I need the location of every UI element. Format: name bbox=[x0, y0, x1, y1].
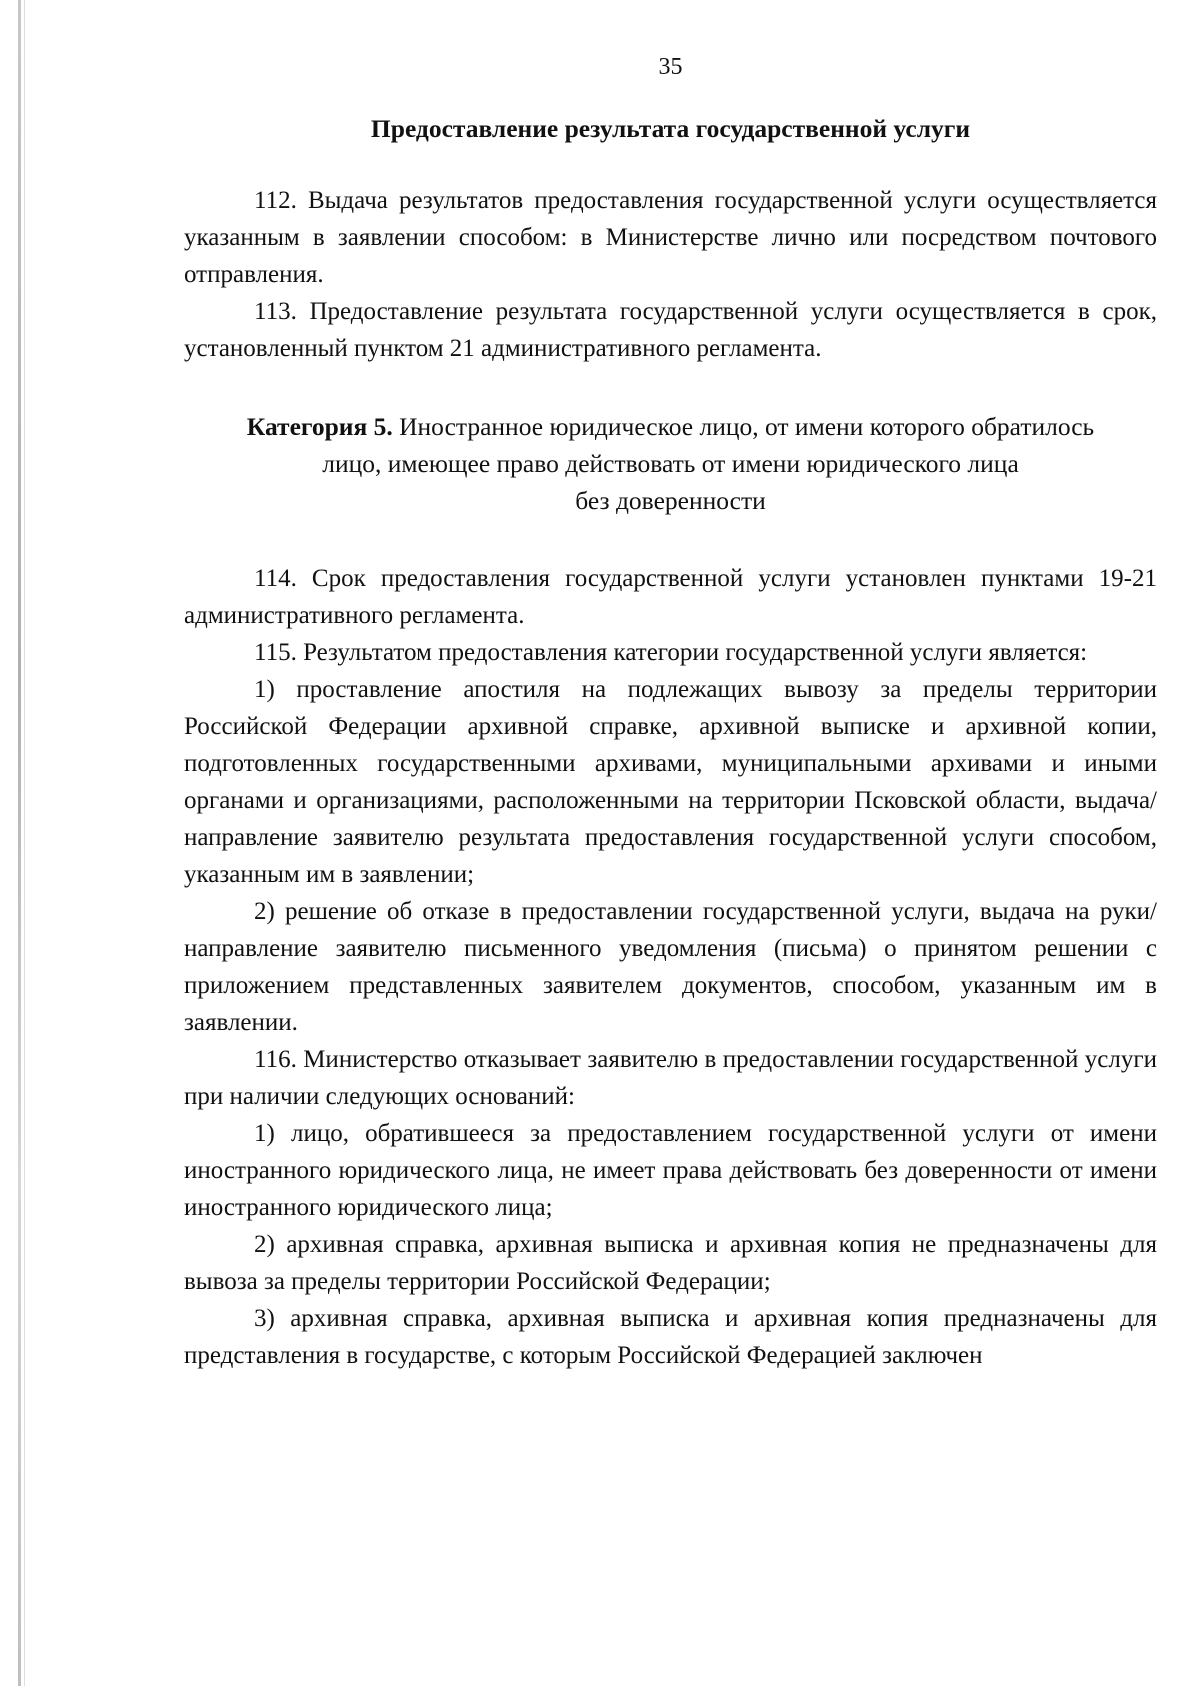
paragraph-116-item-3: 3) архивная справка, архивная выписка и архивная копия предназначены для представления в государстве, с которым Российской Федерацией заключен bbox=[184, 1305, 1157, 1369]
category-body bbox=[184, 560, 1157, 1374]
section-body bbox=[184, 182, 1157, 367]
category-label: Категория 5. bbox=[246, 412, 393, 441]
paragraph-113: 113. Предоставление результата государственной услуги осуществляется в срок, установленный пунктом 21 административного регламента. bbox=[184, 298, 1157, 362]
paragraph-115: 115. Результатом предоставления категории государственной услуги является: bbox=[254, 639, 1088, 666]
section-heading: Предоставление результата государственной услуги bbox=[370, 114, 971, 143]
paragraph-116: 116. Министерство отказывает заявителю в предоставлении государственной услуги при наличии следующих оснований: bbox=[184, 1046, 1157, 1110]
category-heading bbox=[184, 408, 1157, 519]
paragraph-112: 112. Выдача результатов предоставления государственной услуги осуществляется указанным в заявлении способом: в Министерстве лично или посредством почтового отправления. bbox=[184, 187, 1157, 288]
category-title-part-1: Иностранное юридическое лицо, от имени которого обратилось bbox=[392, 412, 1095, 441]
paragraph-116-item-2: 2) архивная справка, архивная выписка и архивная копия не предназначены для вывоза за пределы территории Российской Федерации; bbox=[184, 1231, 1157, 1295]
paragraph-114: 114. Срок предоставления государственной услуги установлен пунктами 19-21 административного регламента. bbox=[184, 565, 1157, 629]
document-page bbox=[184, 0, 1157, 1686]
scan-edge-line bbox=[24, 0, 25, 1686]
category-heading-line-1 bbox=[184, 408, 1157, 445]
paragraph-115-item-1: 1) проставление апостиля на подлежащих вывозу за пределы территории Российской Федерации архивной справке, архивной выписке и архивной копии, подготовленных государственными архивами, муниципальными архивами и иными органами и организациями, расположенными на территории Псковской области, выдача/направление заявителю результата предоставления государственной услуги способом, указанным им в заявлении; bbox=[184, 676, 1157, 888]
page-number: 35 bbox=[658, 54, 683, 80]
paragraph-116-item-1: 1) лицо, обратившееся за предоставлением государственной услуги от имени иностранного юридического лица, не имеет права действовать без доверенности от имени иностранного юридического лица; bbox=[184, 1120, 1157, 1221]
category-heading-line-2: лицо, имеющее право действовать от имени юридического лица bbox=[322, 449, 1019, 478]
scan-edge bbox=[18, 0, 21, 1686]
paragraph-115-item-2: 2) решение об отказе в предоставлении государственной услуги, выдача на руки/направление заявителю письменного уведомления (письма) о принятом решении с приложением представленных заявителем документов, способом, указанным им в заявлении. bbox=[184, 898, 1157, 1036]
category-heading-line-3: без доверенности bbox=[575, 486, 766, 515]
